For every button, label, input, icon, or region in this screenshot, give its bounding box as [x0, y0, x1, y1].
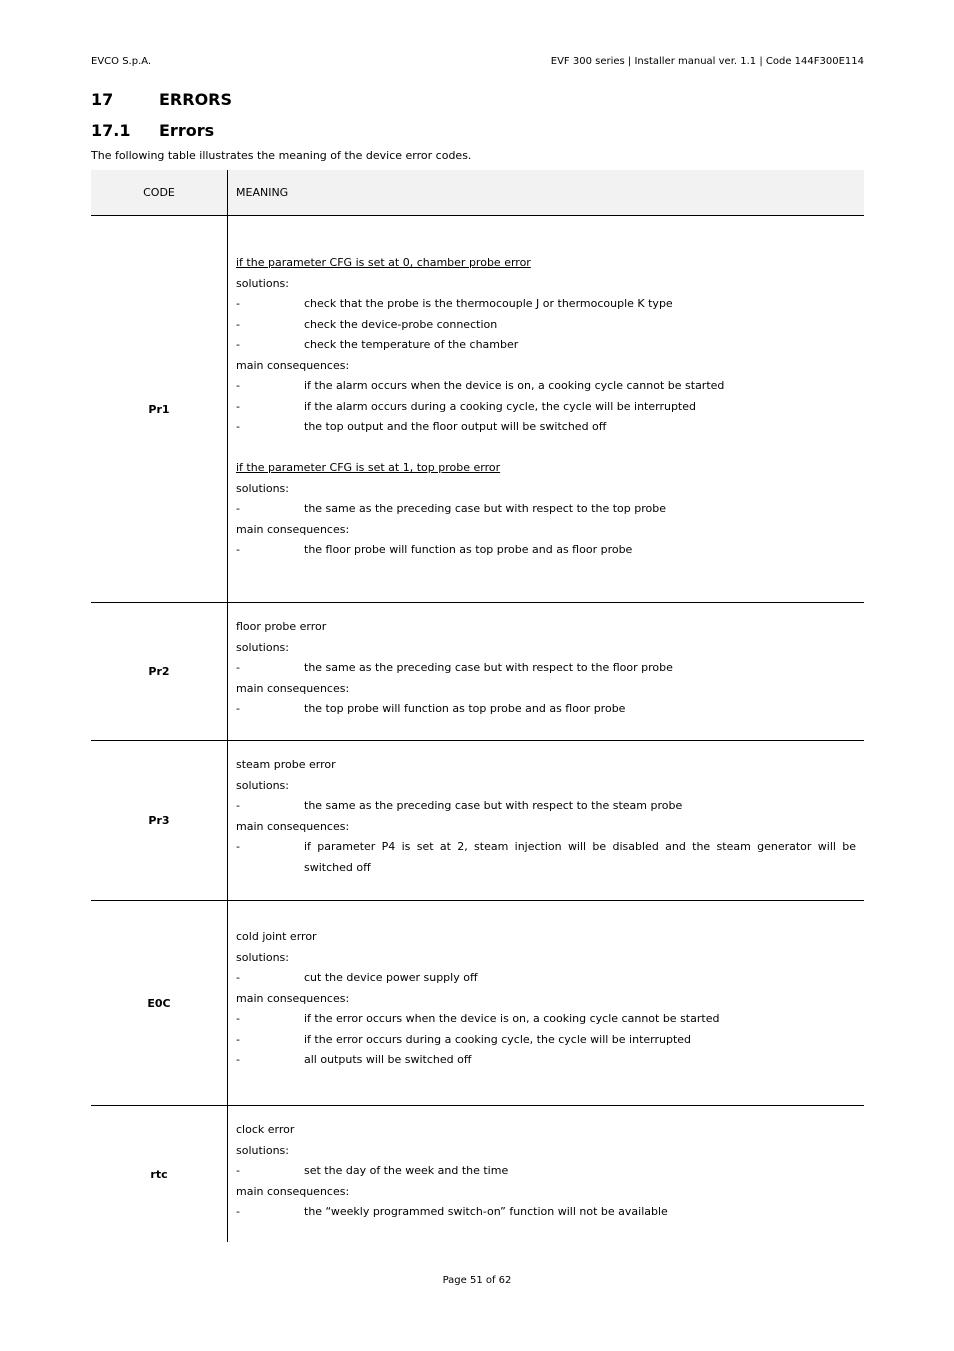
page-number: Page 51 of 62 — [442, 1275, 512, 1286]
error-title: steam probe error — [236, 758, 336, 771]
condition-title: if the parameter CFG is set at 1, top probe error — [236, 461, 501, 474]
solutions-label: solutions: — [236, 1143, 289, 1157]
solutions-label: solutions: — [236, 481, 289, 495]
consequence-item: - if the alarm occurs when the device is on, a cooking cycle cannot be started — [236, 379, 725, 392]
condition-title: if the parameter CFG is set at 0, chamber probe error — [236, 256, 531, 269]
consequence-item: - all outputs will be switched off — [236, 1053, 472, 1066]
consequences-label: main consequences: — [236, 522, 350, 536]
table-row — [91, 741, 864, 901]
error-meaning — [228, 741, 864, 900]
solutions-label: solutions: — [236, 640, 289, 654]
error-meaning — [228, 603, 864, 740]
consequences-label: main consequences: — [236, 819, 350, 833]
solution-item: - the same as the preceding case but with respect to the floor probe — [236, 661, 673, 674]
consequences-label: main consequences: — [236, 991, 350, 1005]
error-code: E0C — [91, 901, 228, 1105]
subsection-number: 17.1 — [91, 121, 131, 140]
consequence-item: - if the alarm occurs during a cooking cycle, the cycle will be interrupted — [236, 399, 696, 413]
error-title: cold joint error — [236, 930, 317, 943]
consequence-item: - if parameter P4 is set at 2, steam injection will be disabled and the steam generator will be switched off — [236, 840, 856, 874]
solution-item: - the same as the preceding case but with respect to the steam probe — [236, 799, 683, 812]
consequences-label: main consequences: — [236, 681, 350, 695]
error-meaning — [228, 901, 864, 1105]
consequences-label: main consequences: — [236, 1184, 350, 1198]
subsection-heading — [91, 121, 214, 140]
solution-item: - check that the probe is the thermocouple J or thermocouple K type — [236, 297, 673, 310]
table-row — [91, 901, 864, 1106]
consequence-item: - the top probe will function as top probe and as floor probe — [236, 702, 626, 715]
subsection-title: Errors — [159, 121, 215, 140]
error-title: clock error — [236, 1123, 295, 1136]
error-meaning — [228, 216, 864, 602]
error-code: Pr2 — [91, 603, 228, 740]
table-header — [91, 170, 864, 216]
consequence-item: - the “weekly programmed switch-on” function will not be available — [236, 1205, 668, 1218]
solution-item: - set the day of the week and the time — [236, 1164, 509, 1177]
solutions-label: solutions: — [236, 950, 289, 964]
solution-item: - cut the device power supply off — [236, 971, 478, 984]
solution-item: - check the temperature of the chamber — [236, 338, 519, 351]
solution-item: - the same as the preceding case but with respect to the top probe — [236, 502, 666, 515]
table-row — [91, 216, 864, 603]
header-company: EVCO S.p.A. — [91, 56, 152, 67]
error-title: floor probe error — [236, 620, 327, 633]
consequence-item: - if the error occurs during a cooking cycle, the cycle will be interrupted — [236, 1032, 692, 1046]
header-code: CODE — [91, 170, 228, 215]
error-codes-table — [91, 170, 864, 1242]
header-doc-info: EVF 300 series | Installer manual ver. 1.1 | Code 144F300E114 — [550, 56, 864, 67]
error-code: Pr3 — [91, 741, 228, 900]
consequences-label: main consequences: — [236, 358, 350, 372]
solution-item: - check the device-probe connection — [236, 317, 498, 331]
solutions-label: solutions: — [236, 778, 289, 792]
section-title: ERRORS — [159, 90, 233, 109]
error-code: Pr1 — [91, 216, 228, 602]
error-meaning — [228, 1106, 864, 1242]
error-code: rtc — [91, 1106, 228, 1242]
table-row — [91, 603, 864, 741]
solutions-label: solutions: — [236, 276, 289, 290]
header-meaning: MEANING — [236, 186, 289, 199]
table-row — [91, 1106, 864, 1242]
consequence-item: - the top output and the floor output will be switched off — [236, 420, 607, 433]
consequence-item: - if the error occurs when the device is on, a cooking cycle cannot be started — [236, 1012, 720, 1025]
intro-text: The following table illustrates the meaning of the device error codes. — [91, 149, 472, 162]
section-number: 17 — [91, 90, 114, 109]
consequence-item: - the floor probe will function as top probe and as floor probe — [236, 543, 633, 556]
section-heading — [91, 90, 232, 109]
